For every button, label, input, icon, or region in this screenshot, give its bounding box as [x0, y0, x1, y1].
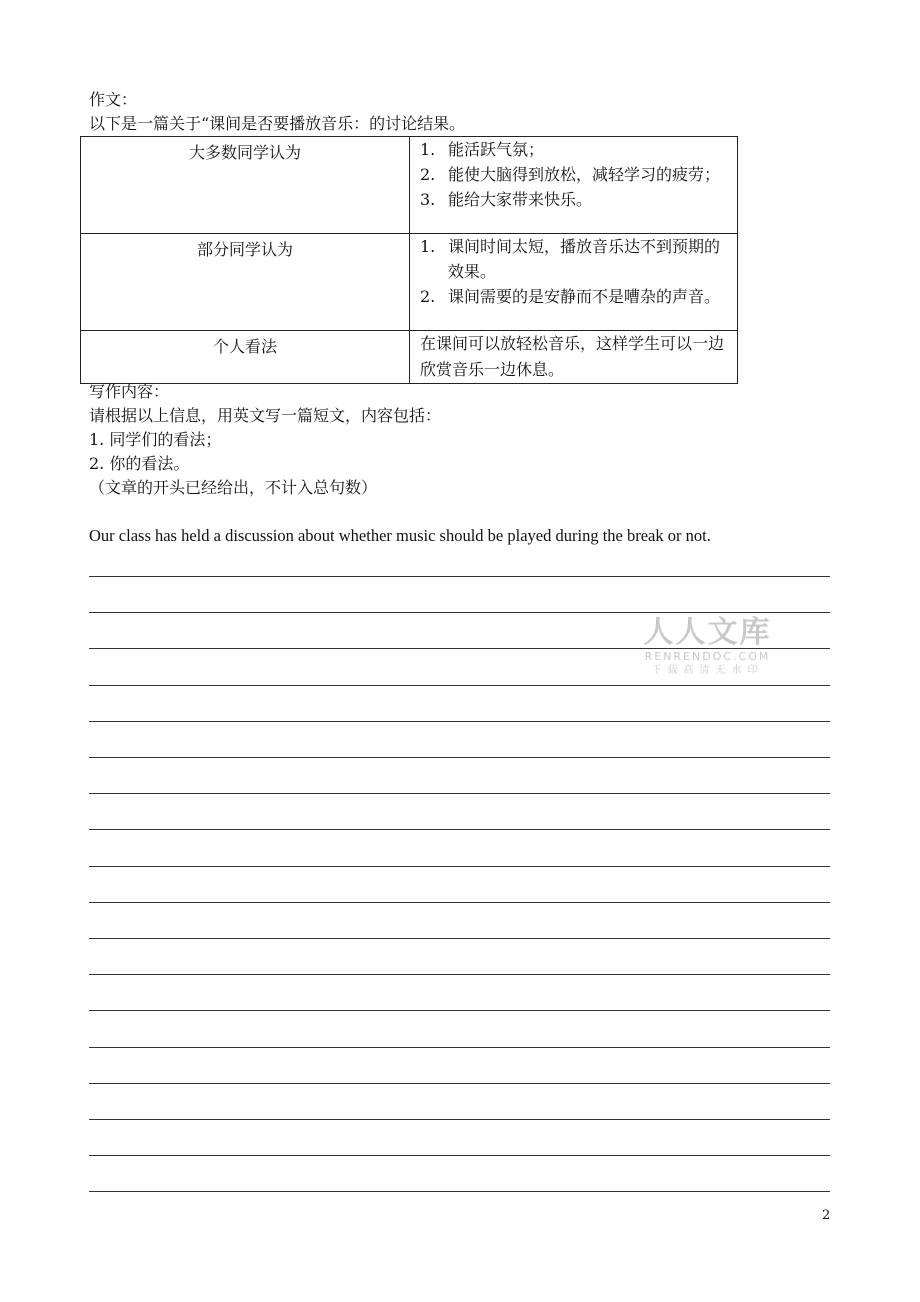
item-number: 1.	[420, 140, 436, 159]
list-item	[420, 187, 731, 212]
row-points	[410, 137, 738, 234]
intro-text: 以下是一篇关于“课间是否要播放音乐：的讨论结果。	[89, 114, 466, 133]
row-label: 部分同学认为	[81, 234, 410, 331]
answer-line	[89, 793, 830, 794]
essay-opening-sentence: Our class has held a discussion about whether music should be played during the break or not.	[89, 526, 711, 545]
answer-line	[89, 721, 830, 722]
row-label: 个人看法	[81, 331, 410, 384]
answer-line	[89, 1047, 830, 1048]
writing-title: 写作内容：	[89, 382, 170, 401]
answer-line	[89, 1155, 830, 1156]
row-points	[410, 234, 738, 331]
item-number: 2.	[420, 287, 436, 306]
answer-line	[89, 974, 830, 975]
answer-line	[89, 902, 830, 903]
heading: 作文：	[89, 90, 138, 109]
item-number: 1.	[420, 237, 436, 256]
row-opinion	[410, 331, 738, 384]
row-label: 大多数同学认为	[81, 137, 410, 234]
answer-line	[89, 576, 830, 577]
watermark	[640, 616, 775, 678]
writing-item: 2. 你的看法。	[89, 454, 190, 473]
item-text: 能活跃气氛；	[448, 140, 545, 159]
answer-line	[89, 757, 830, 758]
answer-line	[89, 1191, 830, 1192]
answer-line	[89, 829, 830, 830]
answer-line	[89, 1119, 830, 1120]
answer-line	[89, 685, 830, 686]
table-row	[81, 234, 738, 331]
item-number: 3.	[420, 190, 436, 209]
answer-line	[89, 938, 830, 939]
list-item	[420, 284, 731, 309]
answer-line	[89, 1010, 830, 1011]
watermark-tagline: 下载高清无水印	[651, 665, 764, 676]
item-text: 能使大脑得到放松，减轻学习的疲劳；	[448, 165, 721, 184]
discussion-table	[80, 136, 738, 384]
writing-item: 1. 同学们的看法；	[89, 430, 222, 449]
answer-line	[89, 1083, 830, 1084]
writing-instruction: 请根据以上信息，用英文写一篇短文，内容包括：	[89, 406, 442, 425]
list-item	[420, 234, 731, 284]
list-item	[420, 162, 731, 187]
item-text: 课间时间太短，播放音乐达不到预期的效果。	[448, 237, 721, 281]
opinion-text: 在课间可以放轻松音乐，这样学生可以一边欣赏音乐一边休息。	[420, 334, 725, 379]
answer-line	[89, 612, 830, 613]
item-number: 2.	[420, 165, 436, 184]
table-row	[81, 331, 738, 384]
list-item	[420, 137, 731, 162]
item-text: 课间需要的是安静而不是嘈杂的声音。	[448, 287, 721, 306]
item-text: 能给大家带来快乐。	[448, 190, 593, 209]
table-row	[81, 137, 738, 234]
watermark-title: 人人文库	[643, 615, 772, 650]
answer-line	[89, 866, 830, 867]
page-number: 2	[822, 1208, 831, 1223]
watermark-site: RENRENDOC.COM	[644, 650, 771, 663]
writing-note: （文章的开头已经给出，不计入总句数）	[89, 478, 378, 497]
